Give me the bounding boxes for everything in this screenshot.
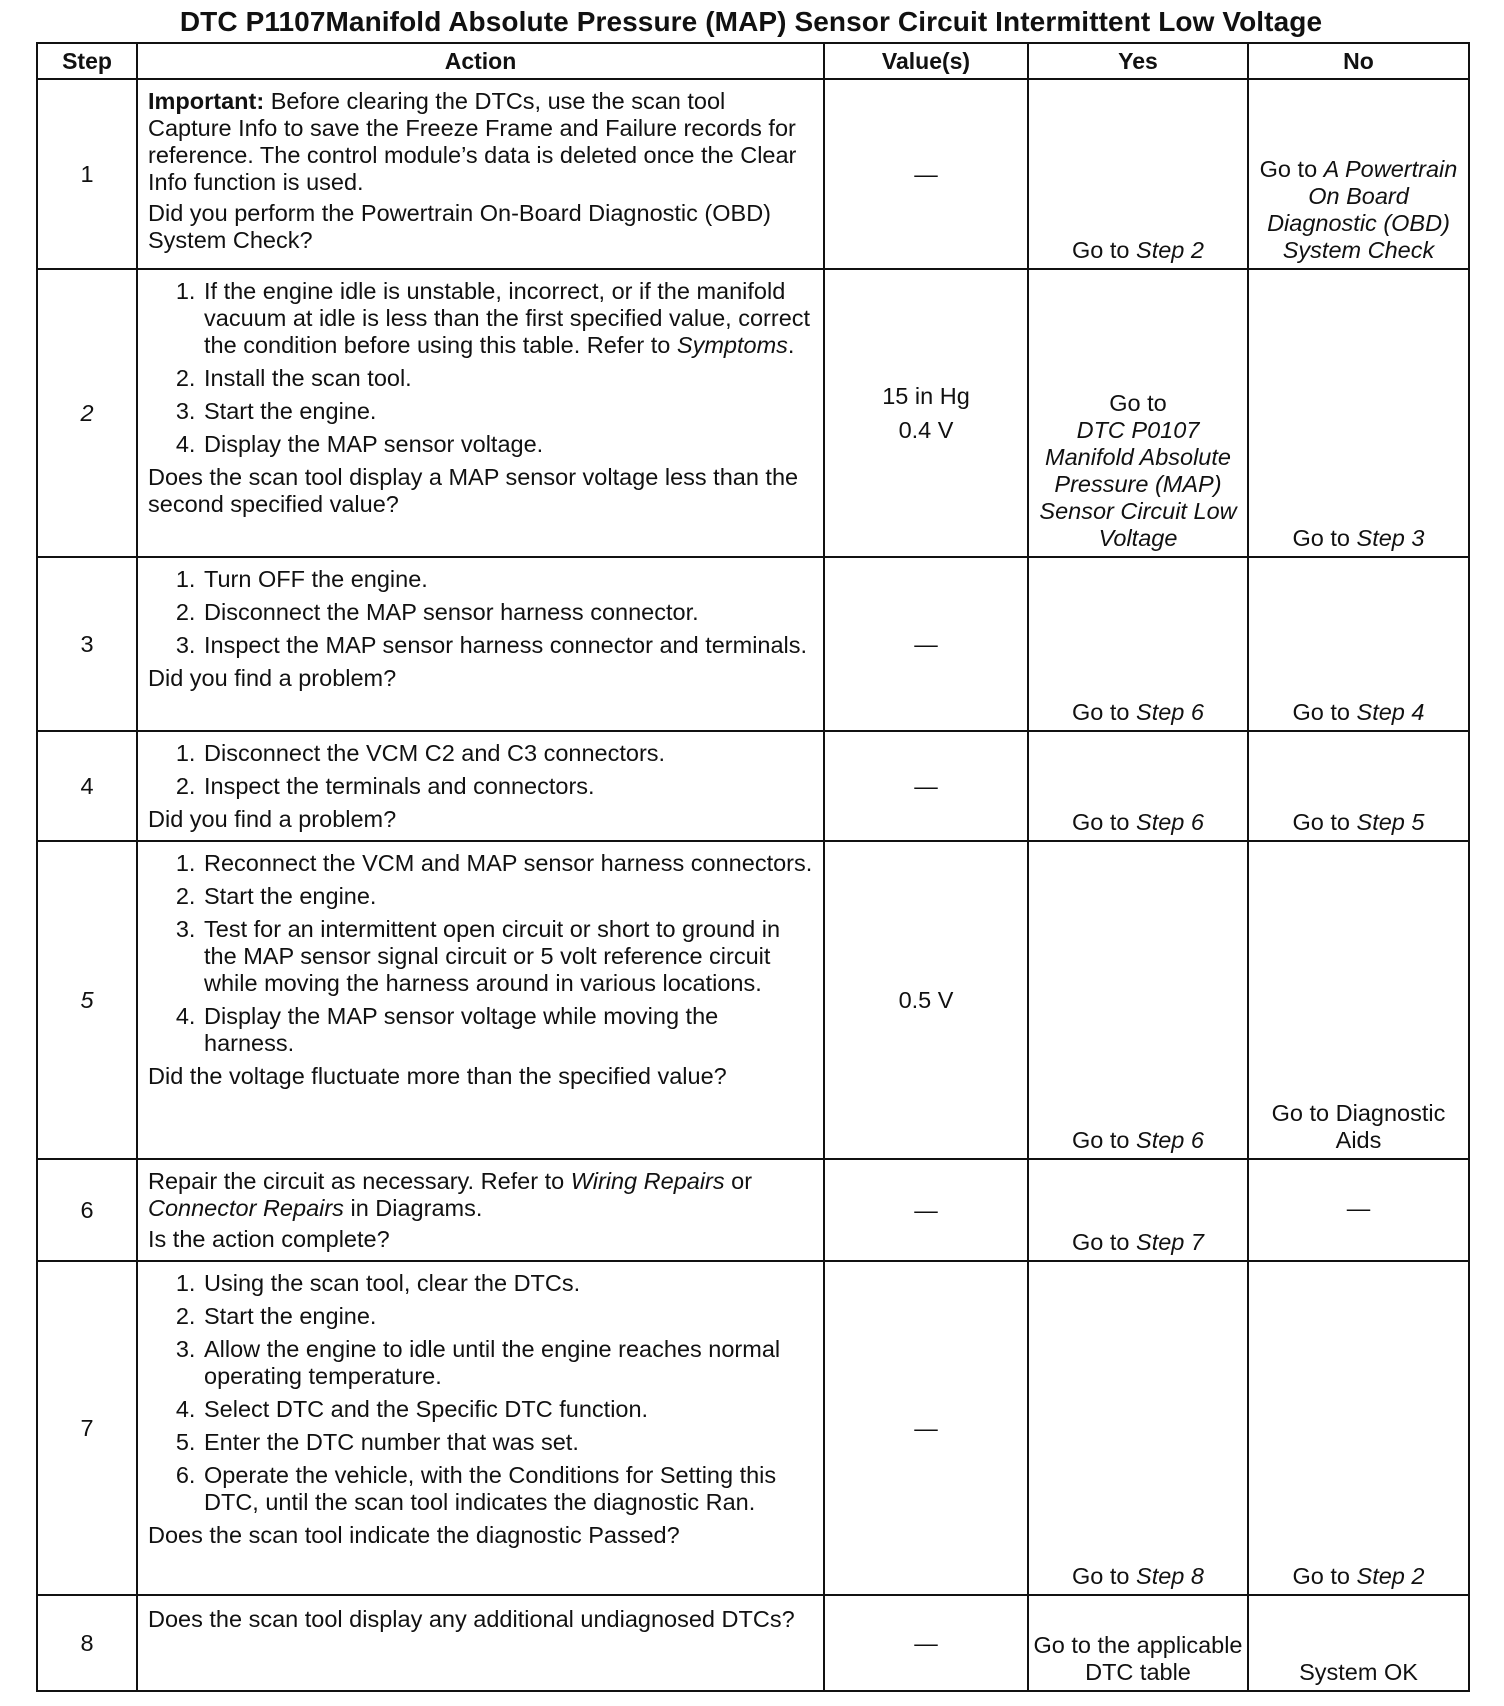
step-number: 8	[37, 1595, 137, 1691]
no-link-step: Step 2	[1356, 1563, 1425, 1589]
action-question: Does the scan tool display a MAP sensor voltage less than the second specified value?	[148, 464, 799, 517]
list-item: 4. Display the MAP sensor voltage while moving the harness.	[202, 1003, 813, 1057]
no-cell	[1248, 731, 1469, 841]
action-text-part: or	[724, 1168, 753, 1194]
list-item-reference: Symptoms	[676, 332, 788, 358]
yes-cell	[1028, 269, 1248, 557]
table-row	[37, 79, 1469, 269]
list-item: 1. Disconnect the VCM C2 and C3 connectors.	[202, 740, 813, 767]
list-item: 3. Inspect the MAP sensor harness connector and terminals.	[202, 632, 813, 659]
no-cell: System OK	[1248, 1595, 1469, 1691]
action-question: Did you find a problem?	[148, 806, 397, 832]
no-text: Go to	[1292, 699, 1357, 725]
action-steps-list	[148, 850, 813, 1057]
action-question: Does the scan tool display any additional undiagnosed DTCs?	[148, 1606, 795, 1632]
yes-link-step: Step 6	[1136, 1127, 1204, 1153]
no-cell	[1248, 79, 1469, 269]
action-cell	[137, 731, 824, 841]
yes-text: Go to	[1072, 237, 1137, 263]
yes-link-step: Step 7	[1136, 1229, 1204, 1255]
action-question: Is the action complete?	[148, 1226, 390, 1252]
no-text: Go to	[1259, 156, 1324, 182]
no-link-step: Step 3	[1356, 525, 1425, 551]
yes-text: Go to	[1072, 1229, 1137, 1255]
action-cell	[137, 1595, 824, 1691]
step-number: 3	[37, 557, 137, 731]
list-item: 2. Start the engine.	[202, 1303, 813, 1330]
list-item: 4. Select DTC and the Specific DTC function.	[202, 1396, 813, 1423]
important-label: Important:	[148, 88, 265, 114]
document-title: DTC P1107Manifold Absolute Pressure (MAP) Sensor Circuit Intermittent Low Voltage	[179, 6, 1323, 37]
yes-cell	[1028, 841, 1248, 1159]
yes-text: Go to	[1072, 1563, 1137, 1589]
important-note	[148, 88, 813, 196]
no-cell	[1248, 1261, 1469, 1595]
list-item: 5. Enter the DTC number that was set.	[202, 1429, 813, 1456]
yes-link-step: Step 6	[1136, 699, 1204, 725]
important-text: Before clearing the DTCs, use the scan tool Capture Info to save the Freeze Frame and Failure records for reference. The control module’s data is deleted once the Clear Info function is used.	[148, 88, 797, 195]
value-cell	[824, 269, 1028, 557]
value-cell: —	[824, 557, 1028, 731]
action-steps-list	[148, 1270, 813, 1516]
action-question: Did you perform the Powertrain On-Board Diagnostic (OBD) System Check?	[148, 200, 771, 253]
action-text-part: in Diagrams.	[343, 1195, 483, 1221]
list-item: 2. Disconnect the MAP sensor harness connector.	[202, 599, 813, 626]
list-item: 1. Using the scan tool, clear the DTCs.	[202, 1270, 813, 1297]
action-steps-list	[148, 740, 813, 800]
yes-link-step: Step 8	[1136, 1563, 1204, 1589]
step-number: 7	[37, 1261, 137, 1595]
yes-text: Go to	[1072, 809, 1137, 835]
value-cell: 0.5 V	[824, 841, 1028, 1159]
yes-cell	[1028, 1159, 1248, 1261]
list-item-text: .	[787, 332, 795, 358]
yes-link-step: Step 2	[1136, 237, 1204, 263]
step-number: 4	[37, 731, 137, 841]
header-yes: Yes	[1028, 43, 1248, 79]
action-cell	[137, 557, 824, 731]
table-row	[37, 1595, 1469, 1691]
no-cell: Go to Diagnostic Aids	[1248, 841, 1469, 1159]
yes-cell	[1028, 731, 1248, 841]
no-cell	[1248, 557, 1469, 731]
table-row	[37, 1159, 1469, 1261]
yes-link-step: DTC P0107 Manifold Absolute Pressure (MAP) Sensor Circuit Low Voltage	[1039, 417, 1237, 551]
list-item: 2. Start the engine.	[202, 883, 813, 910]
table-row	[37, 269, 1469, 557]
header-step: Step	[37, 43, 137, 79]
value-cell: —	[824, 1595, 1028, 1691]
table-row	[37, 557, 1469, 731]
step-number: 5	[37, 841, 137, 1159]
value-second: 0.4 V	[898, 417, 954, 443]
list-item: 3. Start the engine.	[202, 398, 813, 425]
action-cell	[137, 841, 824, 1159]
action-cell	[137, 1159, 824, 1261]
no-cell: —	[1248, 1159, 1469, 1261]
value-cell: —	[824, 79, 1028, 269]
yes-cell: Go to the applicable DTC table	[1028, 1595, 1248, 1691]
value-cell: —	[824, 1159, 1028, 1261]
no-link-step: Step 5	[1356, 809, 1425, 835]
no-text: Go to	[1292, 525, 1357, 551]
yes-text: Go to	[1072, 1127, 1137, 1153]
action-cell	[137, 269, 824, 557]
no-link-step: A Powertrain On Board Diagnostic (OBD) System Check	[1267, 156, 1458, 263]
list-item: 1. Turn OFF the engine.	[202, 566, 813, 593]
list-item: 4. Display the MAP sensor voltage.	[202, 431, 813, 458]
table-row	[37, 731, 1469, 841]
yes-cell	[1028, 1261, 1248, 1595]
no-cell	[1248, 269, 1469, 557]
yes-cell	[1028, 79, 1248, 269]
list-item: 2. Install the scan tool.	[202, 365, 813, 392]
wiring-repairs-reference: Wiring Repairs	[570, 1168, 725, 1194]
no-link-step: Step 4	[1356, 699, 1425, 725]
value-cell: —	[824, 1261, 1028, 1595]
no-text: Go to	[1292, 809, 1357, 835]
action-text-part: Repair the circuit as necessary. Refer to	[148, 1168, 571, 1194]
yes-cell	[1028, 557, 1248, 731]
list-item: 6. Operate the vehicle, with the Conditions for Setting this DTC, until the scan tool indicates the diagnostic Ran.	[202, 1462, 813, 1516]
step-number: 6	[37, 1159, 137, 1261]
table-header-row	[37, 43, 1469, 79]
action-cell	[137, 79, 824, 269]
step-number: 2	[37, 269, 137, 557]
action-steps-list	[148, 566, 813, 659]
action-steps-list	[148, 278, 813, 458]
list-item: 3. Allow the engine to idle until the engine reaches normal operating temperature.	[202, 1336, 813, 1390]
value-first: 15 in Hg	[882, 383, 970, 409]
list-item: 1. Reconnect the VCM and MAP sensor harness connectors.	[202, 850, 813, 877]
header-no: No	[1248, 43, 1469, 79]
list-item	[202, 278, 813, 359]
table-row	[37, 1261, 1469, 1595]
table-row	[37, 841, 1469, 1159]
action-question: Did you find a problem?	[148, 665, 397, 691]
list-item-text: If the engine idle is unstable, incorrect, or if the manifold vacuum at idle is less than the first specified value, correct the condition before using this table. Refer to	[204, 278, 811, 358]
action-text	[148, 1168, 813, 1222]
list-item: 3. Test for an intermittent open circuit or short to ground in the MAP sensor signal circuit or 5 volt reference circuit while moving the harness around in various locations.	[202, 916, 813, 997]
no-text: Go to	[1292, 1563, 1357, 1589]
step-number: 1	[37, 79, 137, 269]
action-cell	[137, 1261, 824, 1595]
list-item: 2. Inspect the terminals and connectors.	[202, 773, 813, 800]
yes-link-step: Step 6	[1136, 809, 1204, 835]
header-values: Value(s)	[824, 43, 1028, 79]
value-cell: —	[824, 731, 1028, 841]
action-question: Does the scan tool indicate the diagnostic Passed?	[148, 1522, 680, 1548]
yes-text: Go to	[1072, 699, 1137, 725]
action-question: Did the voltage fluctuate more than the specified value?	[148, 1063, 727, 1089]
connector-repairs-reference: Connector Repairs	[148, 1195, 344, 1221]
header-action: Action	[137, 43, 824, 79]
diagnostic-table	[36, 42, 1470, 1692]
yes-text: Go to	[1109, 390, 1167, 416]
